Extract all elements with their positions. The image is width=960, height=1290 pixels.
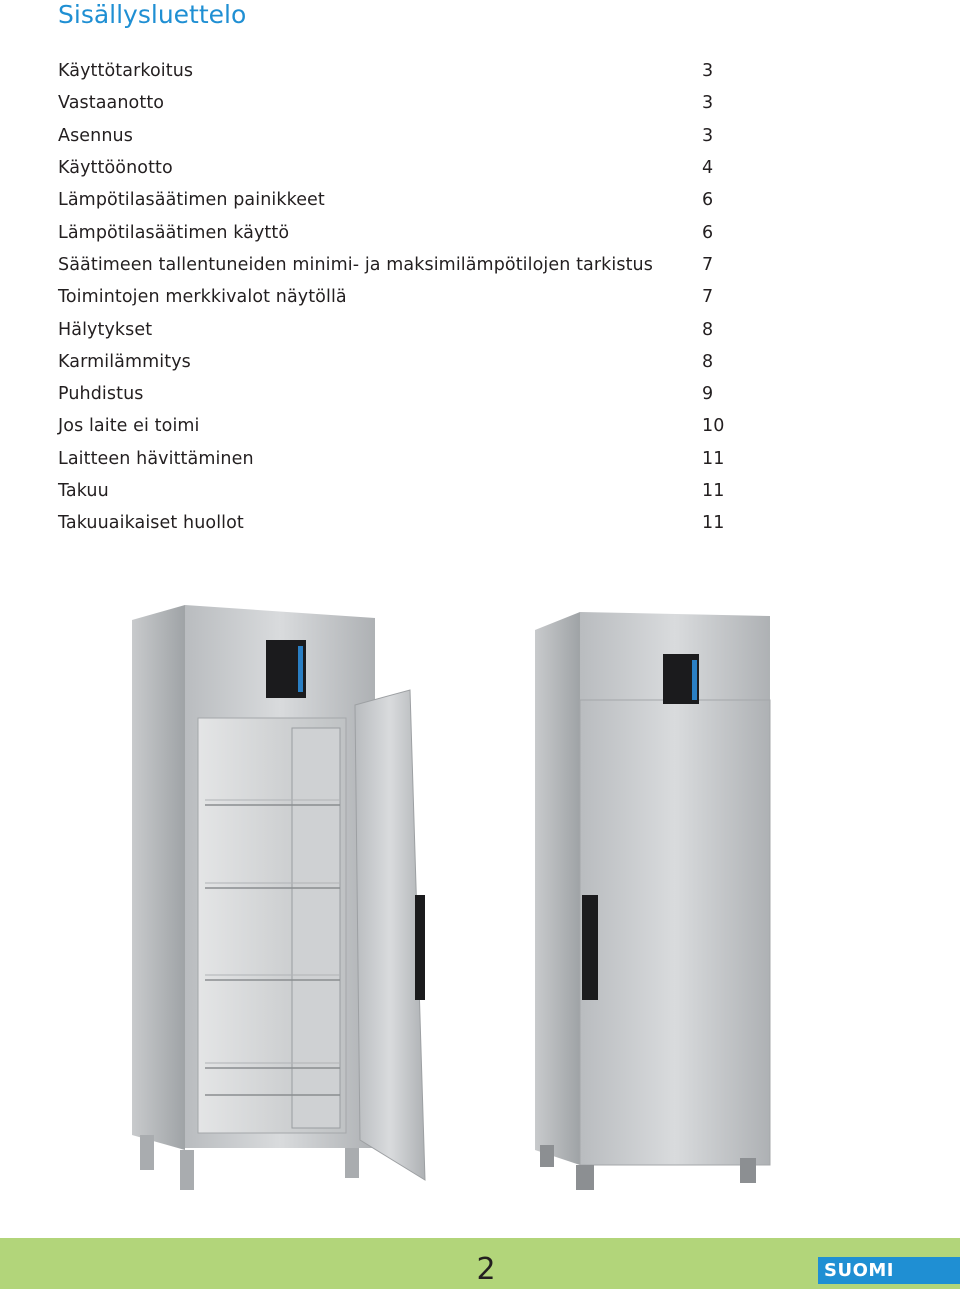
toc-entry-page: 10 [702, 416, 725, 437]
toc-entry-page: 8 [702, 319, 714, 340]
toc-entry-title: Lämpötilasäätimen painikkeet [58, 190, 325, 211]
page-number: 2 [476, 1252, 496, 1287]
toc-entry-title: Säätimeen tallentuneiden minimi- ja maksimilämpötilojen tarkistus [58, 254, 653, 275]
toc-entry-title: Karmilämmitys [58, 351, 191, 372]
toc-entry-page: 11 [702, 481, 725, 501]
refrigerator-illustration [0, 590, 960, 1210]
toc-entry [58, 313, 738, 345]
toc-entry [58, 443, 738, 475]
toc-entry-title: Vastaanotto [58, 93, 165, 114]
open-refrigerator [132, 605, 425, 1190]
toc-entry-title: Laitteen hävittäminen [58, 448, 254, 469]
toc-entry-title: Jos laite ei toimi [58, 416, 200, 437]
toc-entry-page: 3 [702, 125, 714, 146]
toc-entry-title: Toimintojen merkkivalot näytöllä [58, 287, 347, 308]
table-of-contents [58, 55, 738, 539]
language-badge: SUOMI [818, 1257, 960, 1284]
toc-entry [58, 475, 738, 507]
toc-entry-page: 3 [702, 61, 714, 82]
toc-entry-title: Käyttöönotto [58, 158, 173, 179]
toc-entry-page: 11 [702, 513, 725, 534]
toc-entry [58, 216, 738, 248]
toc-entry-page: 4 [702, 158, 714, 179]
toc-entry-title: Lämpötilasäätimen käyttö [58, 222, 290, 243]
toc-entry [58, 87, 738, 119]
closed-refrigerator [535, 612, 770, 1190]
toc-entry-title: Hälytykset [58, 319, 153, 340]
toc-entry-title: Takuu [58, 481, 109, 501]
toc-entry-page: 7 [702, 287, 714, 308]
toc-entry [58, 55, 738, 87]
toc-entry [58, 410, 738, 442]
page-title: Sisällysluettelo [58, 0, 247, 29]
toc-entry-page: 7 [702, 254, 714, 275]
toc-entry-title: Käyttötarkoitus [58, 61, 194, 82]
toc-entry-title: Asennus [58, 125, 133, 146]
toc-entry-page: 9 [702, 384, 714, 405]
toc-entry [58, 249, 738, 281]
toc-entry-title: Puhdistus [58, 384, 144, 405]
toc-entry-page: 8 [702, 351, 714, 372]
toc-entry-page: 3 [702, 93, 714, 114]
toc-entry [58, 120, 738, 152]
toc-entry-page: 6 [702, 190, 714, 211]
toc-entry [58, 152, 738, 184]
toc-entry [58, 184, 738, 216]
toc-entry-title: Takuuaikaiset huollot [58, 513, 244, 534]
toc-entry-page: 6 [702, 222, 714, 243]
toc-entry [58, 507, 738, 539]
toc-entry [58, 281, 738, 313]
toc-entry [58, 346, 738, 378]
toc-entry [58, 378, 738, 410]
toc-entry-page: 11 [702, 448, 725, 469]
